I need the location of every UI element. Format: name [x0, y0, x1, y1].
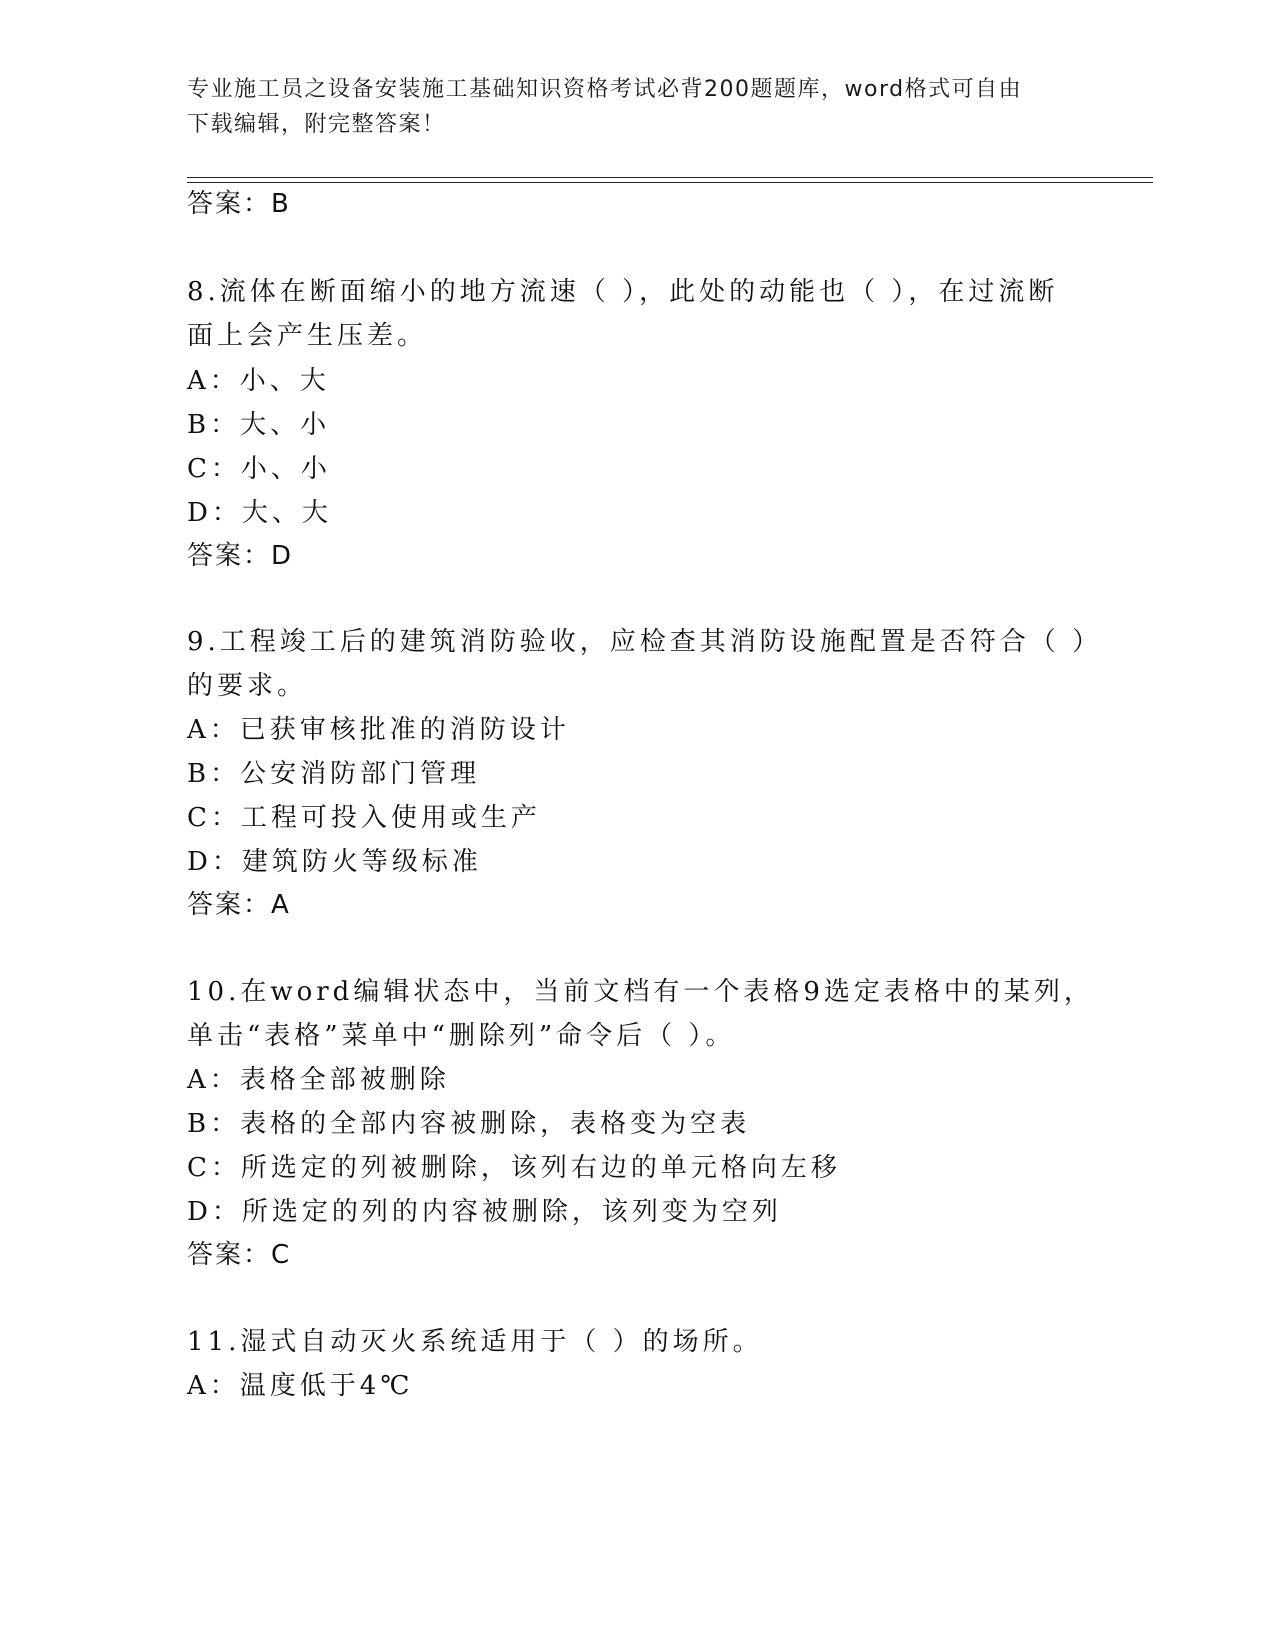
question-9-option-d: D：建筑防火等级标准: [187, 847, 482, 877]
header-line-1: 专业施工员之设备安装施工基础知识资格考试必背200题题库，word格式可自由: [187, 77, 1023, 102]
question-8-option-c: C：小、小: [187, 454, 331, 484]
question-9-answer: 答案：A: [187, 890, 291, 920]
question-9-line-2: 的要求。: [187, 671, 308, 701]
question-10-line-1: 10.在word编辑状态中，当前文档有一个表格9选定表格中的某列，: [187, 977, 1094, 1007]
question-8-answer: 答案：D: [187, 541, 294, 571]
question-8-option-d: D：大、大: [187, 498, 332, 528]
question-10-option-a: A：表格全部被删除: [187, 1065, 450, 1095]
question-11-line-1: 11.湿式自动灭火系统适用于（ ）的场所。: [187, 1327, 763, 1357]
header-divider-top: [187, 177, 1153, 178]
question-10-option-c: C：所选定的列被删除，该列右边的单元格向左移: [187, 1153, 841, 1183]
question-8-line-1: 8.流体在断面缩小的地方流速（ ），此处的动能也（ ），在过流断: [187, 277, 1059, 307]
question-9-line-1: 9.工程竣工后的建筑消防验收，应检查其消防设施配置是否符合（ ）: [187, 627, 1103, 657]
header-line-2: 下载编辑，附完整答案！: [187, 112, 446, 137]
question-9-option-b: B：公安消防部门管理: [187, 759, 481, 789]
question-9-option-a: A：已获审核批准的消防设计: [187, 715, 570, 745]
question-9-option-c: C：工程可投入使用或生产: [187, 803, 541, 833]
question-11-option-a: A：温度低于4℃: [187, 1371, 414, 1401]
question-8-option-b: B：大、小: [187, 410, 331, 440]
document-header: [187, 72, 1067, 142]
question-10-answer: 答案：C: [187, 1240, 292, 1270]
header-divider-bottom: [187, 182, 1153, 183]
question-8-option-a: A：小、大: [187, 366, 330, 396]
question-10-option-b: B：表格的全部内容被删除，表格变为空表: [187, 1109, 751, 1139]
question-10-line-2: 单击“表格”菜单中“删除列”命令后（ ）。: [187, 1021, 736, 1051]
question-10-option-d: D：所选定的列的内容被删除，该列变为空列: [187, 1197, 782, 1227]
answer-prev: 答案：B: [187, 189, 291, 219]
question-8-line-2: 面上会产生压差。: [187, 321, 428, 351]
